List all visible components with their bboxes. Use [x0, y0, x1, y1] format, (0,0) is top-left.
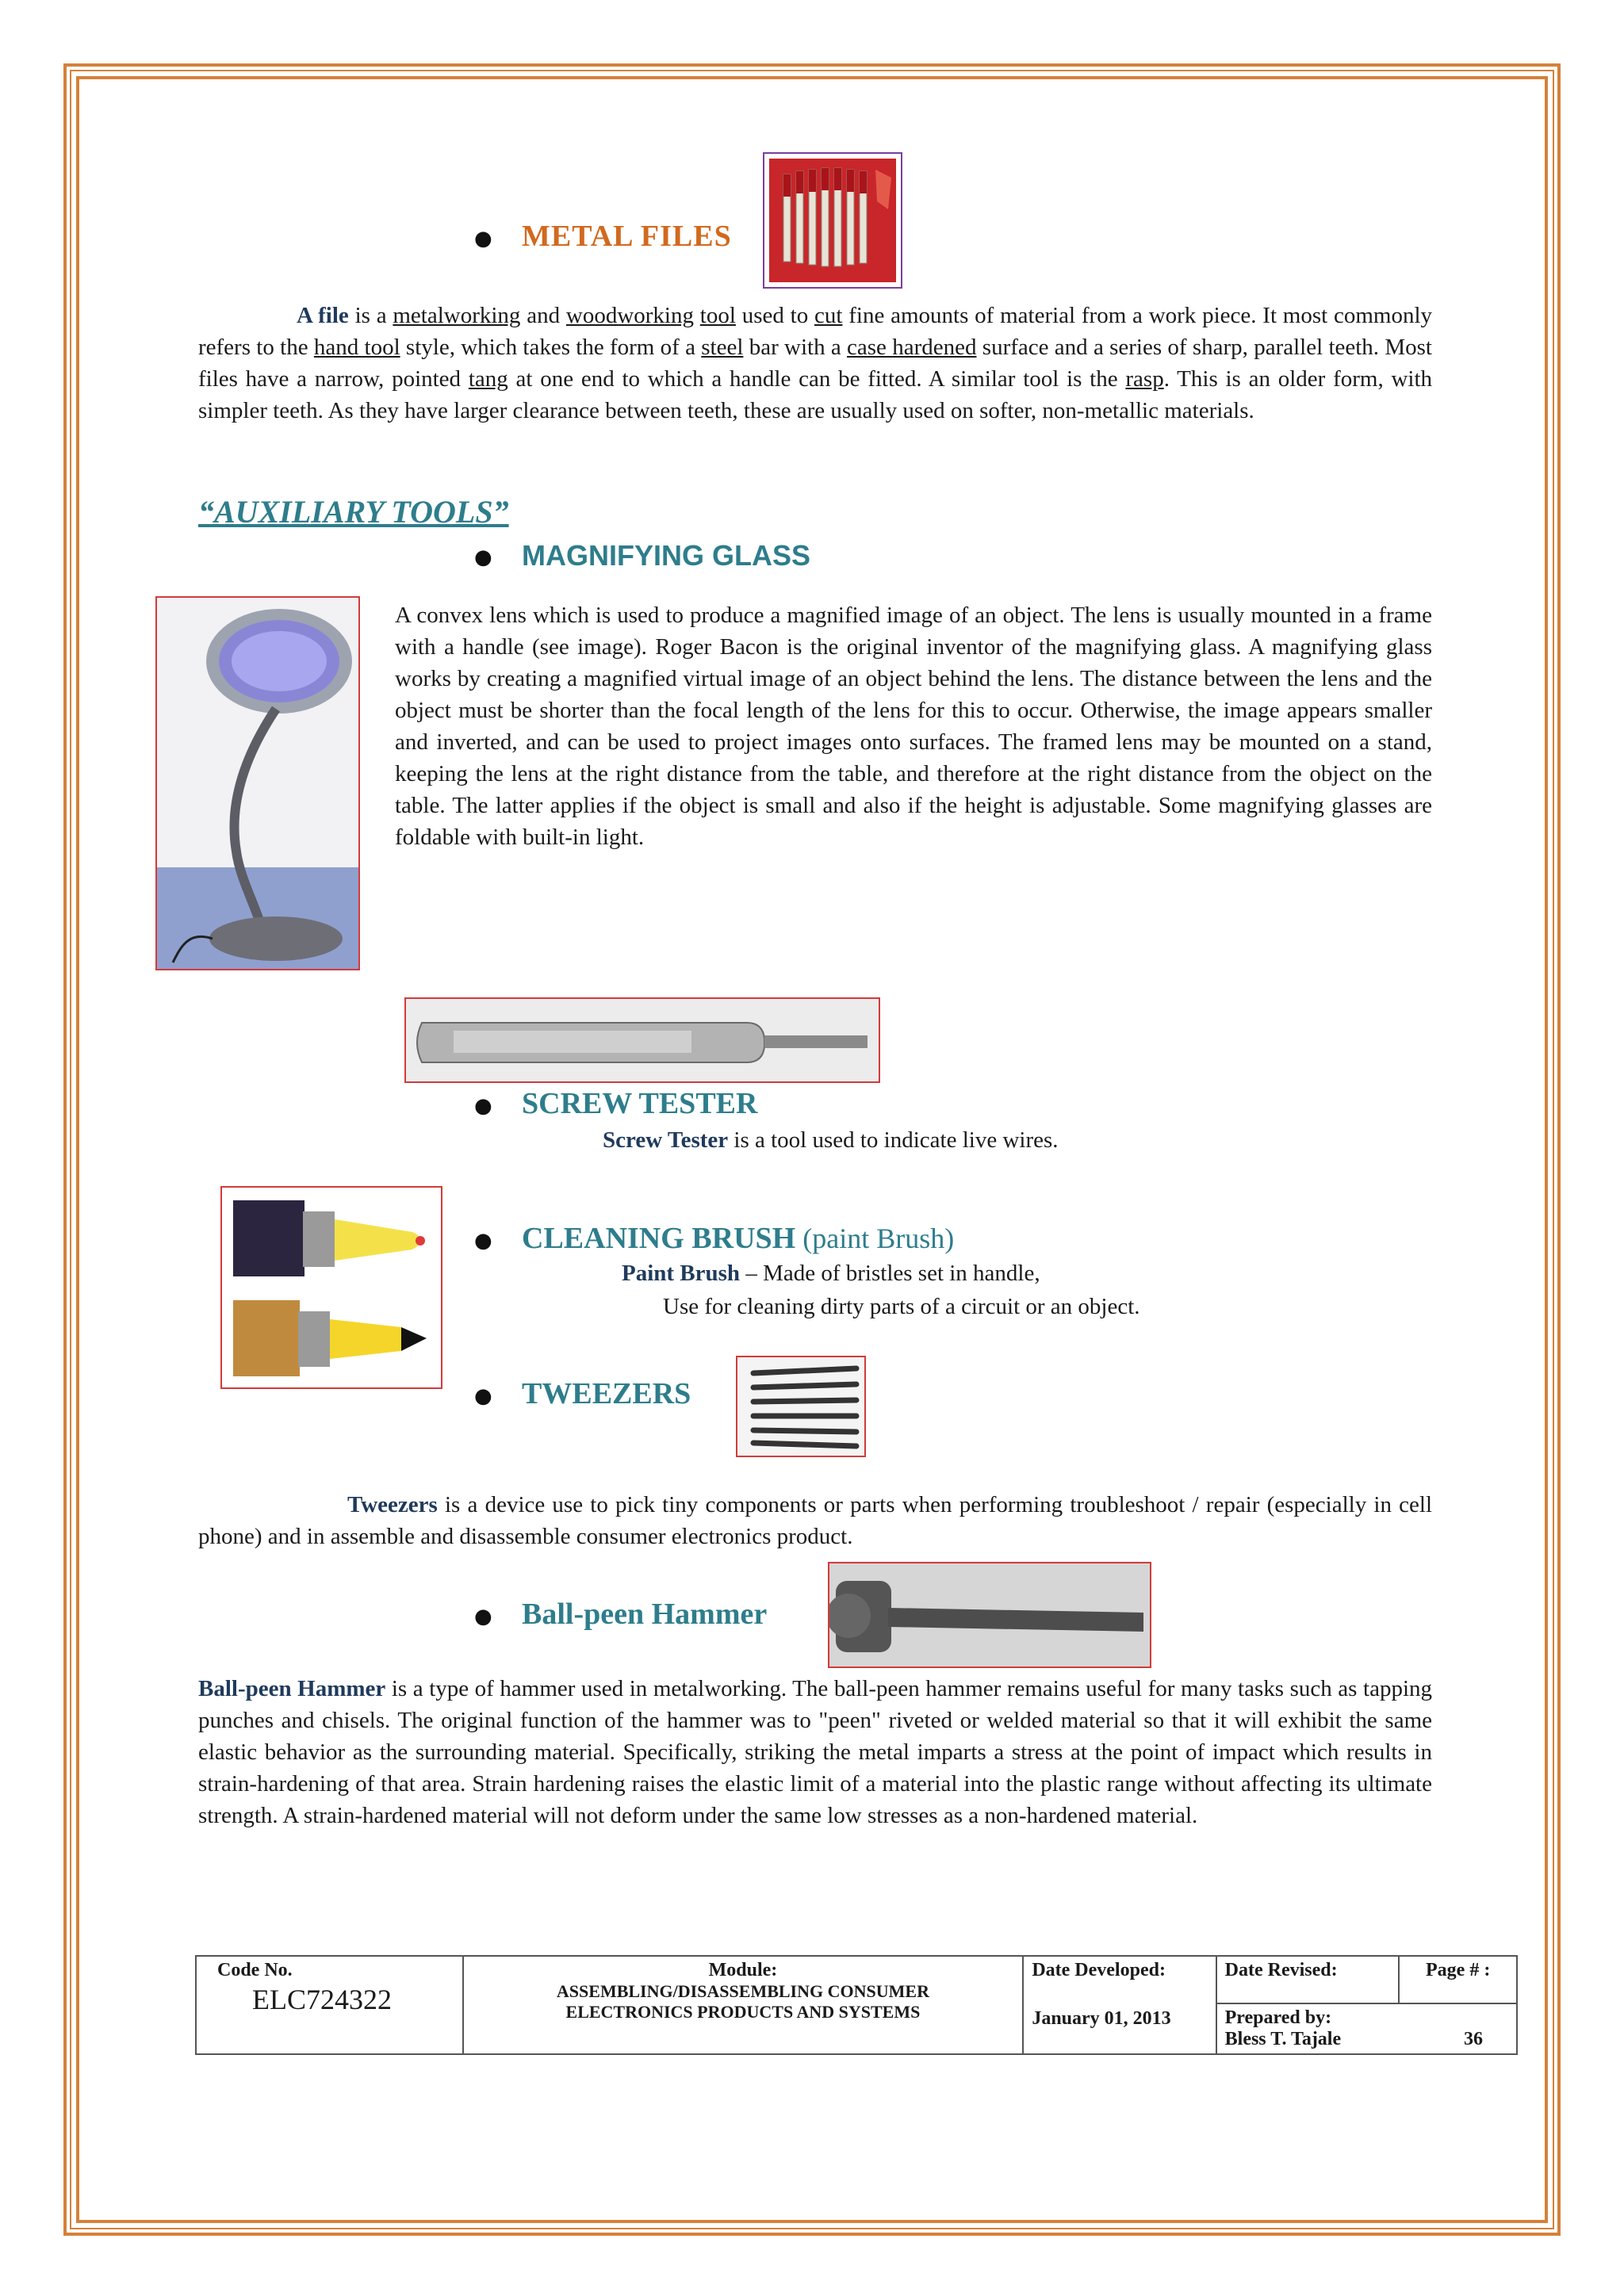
- linked-term[interactable]: case hardened: [847, 335, 977, 360]
- tweezers-text: is a device use to pick tiny components or parts when performing troubleshoot / repair (especially in cell phone) and in assemble and disassemble consumer electronics product.: [198, 1492, 1432, 1549]
- screw-tester-heading: SCREW TESTER: [522, 1087, 758, 1120]
- metal-files-heading: METAL FILES: [522, 220, 732, 253]
- paragraph-text: at one end to which a handle can be fitted. A similar tool is the: [508, 366, 1126, 392]
- linked-term[interactable]: tool: [699, 303, 736, 328]
- tweezers-heading: TWEEZERS: [522, 1377, 691, 1410]
- page-label-cell: [1399, 1956, 1517, 2003]
- linked-term[interactable]: steel: [701, 335, 744, 360]
- code-label: Code No.: [217, 1960, 293, 1980]
- magnifying-glass-image: [155, 596, 360, 970]
- paragraph-text: surface and a series of sharp, parallel teeth. Most files have a narrow, pointed: [198, 335, 1432, 392]
- tweezers-term: Tweezers: [347, 1492, 438, 1517]
- page-number: 36: [1464, 2029, 1483, 2049]
- bullet-icon: ●: [474, 1229, 492, 1253]
- linked-term[interactable]: woodworking: [565, 303, 694, 328]
- paragraph-text: bar with a: [743, 335, 848, 360]
- date-developed-value: January 01, 2013: [1032, 2008, 1171, 2029]
- auxiliary-tools-heading: “AUXILIARY TOOLS”: [198, 494, 509, 530]
- screw-tester-description: [603, 1124, 1059, 1156]
- module-line1: ASSEMBLING/DISASSEMBLING CONSUMER: [556, 1981, 929, 2001]
- date-revised-cell: [1216, 1956, 1400, 2003]
- hammer-text: is a type of hammer used in metalworking. The ball-peen hammer remains useful for many tasks such as tapping punches and chisels. The original function of the hammer was to "peen" riveted or welded material so that it will exhibit the same elastic behavior as the surrounding material. Specifically, striking the metal imparts a stress at the point of impact which results in strain-hardening of that area. Strain hardening raises the elastic limit of a material into the plastic range without affecting its ultimate strength. A strain-hardened material will not deform under the same low stresses as a non-hardened material.: [198, 1676, 1432, 1828]
- linked-term[interactable]: rasp: [1125, 366, 1164, 392]
- linked-term[interactable]: metalworking: [393, 303, 521, 328]
- code-cell: [196, 1956, 463, 2054]
- screw-tester-text: is a tool used to indicate live wires.: [728, 1127, 1059, 1153]
- screw-tester-image: [404, 997, 880, 1083]
- date-developed-cell: [1023, 1956, 1216, 2054]
- date-developed-label: Date Developed:: [1032, 1960, 1166, 1980]
- magnifying-glass-heading: MAGNIFYING GLASS: [522, 539, 811, 572]
- module-label: Module:: [708, 1960, 778, 1980]
- code-value: ELC724322: [252, 1984, 392, 2015]
- paragraph-text: and: [520, 303, 566, 328]
- hammer-heading: Ball-peen Hammer: [522, 1598, 768, 1631]
- footer-table: [195, 1955, 1518, 2055]
- cleaning-brush-heading: [522, 1221, 954, 1256]
- linked-term[interactable]: cut: [814, 303, 843, 328]
- paragraph-text: style, which takes the form of a: [400, 335, 702, 360]
- date-revised-label: Date Revised:: [1224, 1960, 1338, 1980]
- paint-brush-term: Paint Brush: [622, 1261, 741, 1286]
- prepared-by-value: Bless T. Tajale: [1224, 2029, 1342, 2049]
- linked-term[interactable]: tang: [468, 366, 508, 392]
- paragraph-text: fine amounts of material from a work piece. It most commonly refers to the: [198, 303, 1433, 360]
- screw-tester-term: Screw Tester: [603, 1127, 729, 1153]
- bullet-icon: ●: [474, 1094, 492, 1118]
- paragraph-text: used to: [735, 303, 814, 328]
- paint-brush-image: [220, 1186, 442, 1389]
- paragraph-text: is a: [348, 303, 393, 328]
- page-label: Page # :: [1426, 1960, 1491, 1980]
- paragraph-text: [694, 303, 700, 328]
- paint-brush-line1-text: – Made of bristles set in handle,: [740, 1261, 1040, 1286]
- prepared-by-label: Prepared by:: [1224, 2007, 1332, 2028]
- module-cell: [463, 1956, 1024, 2054]
- hammer-image: [828, 1562, 1151, 1668]
- paragraph-text: . This is an older form, with simpler teeth. As they have larger clearance between teeth, these are usually used on softer, non-metallic materials.: [198, 366, 1433, 423]
- hammer-term: Ball-peen Hammer: [198, 1676, 386, 1701]
- tweezers-image: [736, 1356, 866, 1457]
- prepared-by-row: [1225, 2029, 1508, 2050]
- file-term: A file: [297, 303, 349, 328]
- magnifying-glass-paragraph: A convex lens which is used to produce a magnified image of an object. The lens is usually mounted in a frame with a handle (see image). Roger Bacon is the original inventor of the magnifying glass. A magnifying glass works by creating a magnified virtual image of an object behind the lens. The distance between the lens and the object must be shorter than the focal length of the lens for this to occur. Otherwise, the image appears smaller and inverted, and can be used to project images onto surfaces. The framed lens may be mounted on a stand, keeping the lens at the right distance from the table, and therefore at the right distance from the object on the table. The latter applies if the object is small and also if the height is adjustable. Some magnifying glasses are foldable with built-in light.: [395, 603, 1432, 850]
- bullet-icon: ●: [474, 227, 492, 251]
- prepared-by-cell: [1216, 2003, 1517, 2054]
- linked-term[interactable]: hand tool: [313, 335, 400, 360]
- bullet-icon: ●: [474, 545, 492, 569]
- bullet-icon: ●: [474, 1384, 492, 1408]
- cleaning-brush-subtitle: (paint Brush): [795, 1223, 955, 1254]
- module-line2: ELECTRONICS PRODUCTS AND SYSTEMS: [565, 2002, 921, 2022]
- cleaning-brush-title: CLEANING BRUSH: [522, 1222, 796, 1255]
- tweezers-paragraph: [198, 1489, 1432, 1552]
- metal-files-paragraph: [198, 300, 1432, 427]
- hammer-paragraph: [198, 1673, 1432, 1831]
- bullet-icon: ●: [474, 1605, 492, 1628]
- paint-brush-line2: Use for cleaning dirty parts of a circuit or an object.: [663, 1294, 1140, 1319]
- paint-brush-line1: [622, 1257, 1040, 1289]
- metal-files-image: [763, 152, 902, 289]
